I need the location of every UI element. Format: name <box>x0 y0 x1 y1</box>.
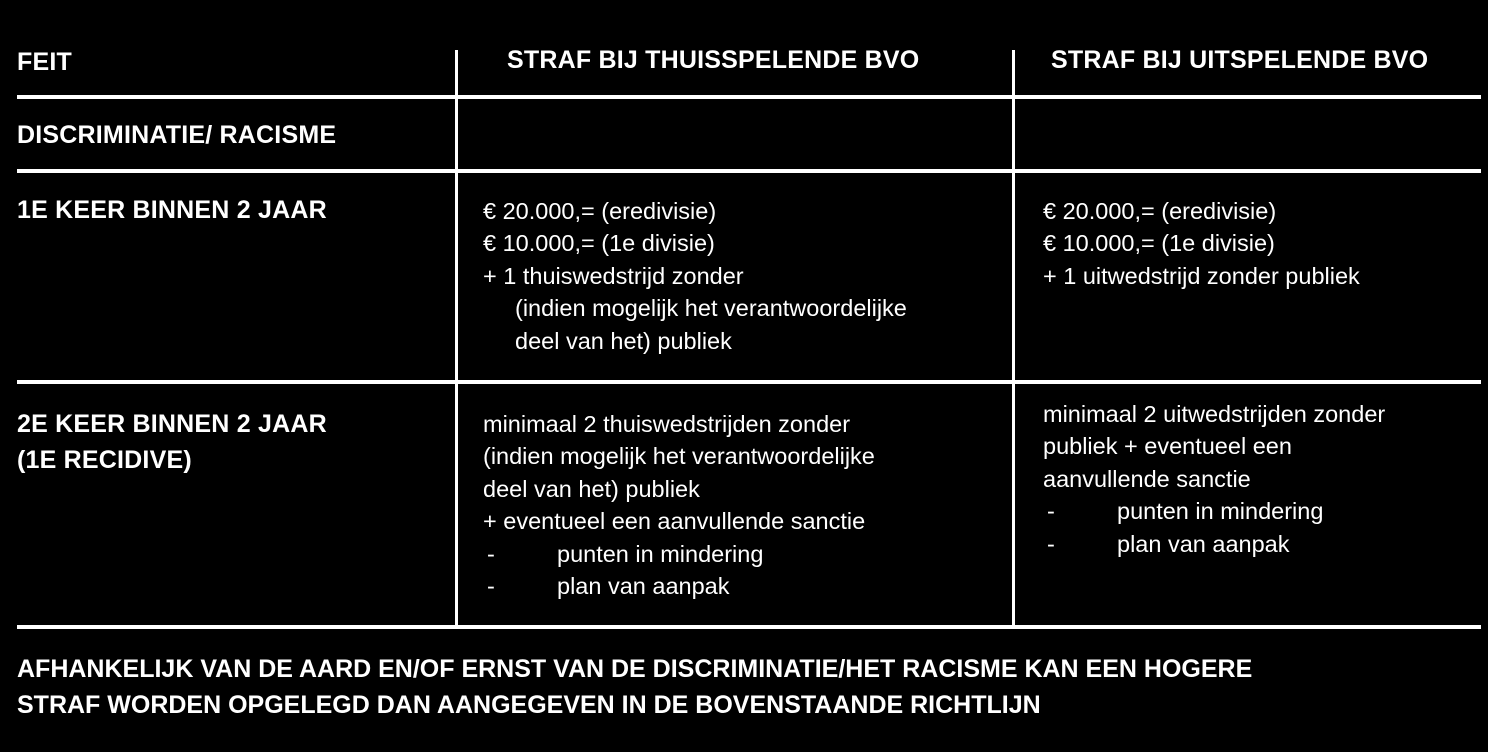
text-line: (indien mogelijk het verantwoordelijke <box>515 295 907 322</box>
bullet-item <box>483 538 875 570</box>
bullet-item <box>1043 528 1385 560</box>
header-uit: STRAF BIJ UITSPELENDE BVO <box>1051 46 1429 74</box>
bullet-text: punten in mindering <box>557 540 764 567</box>
text-line: AFHANKELIJK VAN DE AARD EN/OF ERNST VAN DE DISCRIMINATIE/HET RACISME KAN EEN HOGERE <box>17 655 1253 683</box>
bullet-dash: - <box>487 540 495 567</box>
text-line: € 10.000,= (1e divisie) <box>483 230 715 257</box>
section-title: DISCRIMINATIE/ RACISME <box>17 121 337 149</box>
bullet-text: punten in mindering <box>1117 498 1324 525</box>
row1-feit: 1E KEER BINNEN 2 JAAR <box>17 196 327 224</box>
text-line: € 20.000,= (eredivisie) <box>1043 198 1277 224</box>
text-line: € 20.000,= (eredivisie) <box>483 198 717 224</box>
text-line: + 1 uitwedstrijd zonder publiek <box>1043 262 1360 289</box>
text-line: STRAF WORDEN OPGELEGD DAN AANGEGEVEN IN DE BOVENSTAANDE RICHTLIJN <box>17 691 1041 719</box>
row2-feit <box>17 406 327 478</box>
row2-uit <box>1043 398 1385 560</box>
text-line: deel van het) publiek <box>515 327 732 354</box>
bullet-item <box>483 570 875 602</box>
text-line: minimaal 2 uitwedstrijden zonder <box>1043 401 1386 427</box>
bullet-item <box>1043 495 1385 527</box>
bullet-dash: - <box>1047 530 1055 557</box>
text-line: (indien mogelijk het verantwoordelijke <box>483 443 875 470</box>
text-line: (1E RECIDIVE) <box>17 446 192 474</box>
text-line: + 1 thuiswedstrijd zonder <box>483 262 744 289</box>
footer-note <box>17 651 1252 723</box>
text-line: publiek + eventueel een <box>1043 433 1292 460</box>
bullet-dash: - <box>487 572 495 599</box>
header-feit: FEIT <box>17 48 72 76</box>
text-line: + eventueel een aanvullende sanctie <box>483 508 866 535</box>
bullet-dash: - <box>1047 498 1055 525</box>
row1-uit <box>1043 195 1360 292</box>
row-divider <box>17 95 1481 99</box>
row-divider <box>17 169 1481 173</box>
row1-thuis <box>483 195 907 357</box>
row-divider <box>17 625 1481 629</box>
bullet-text: plan van aanpak <box>557 572 730 599</box>
column-divider <box>455 50 458 628</box>
text-line: aanvullende sanctie <box>1043 465 1251 492</box>
row-divider <box>17 380 1481 384</box>
text-line: deel van het) publiek <box>483 475 700 502</box>
text-line: 2E KEER BINNEN 2 JAAR <box>17 410 327 438</box>
row2-thuis <box>483 408 875 602</box>
bullet-text: plan van aanpak <box>1117 530 1290 557</box>
text-line: € 10.000,= (1e divisie) <box>1043 230 1275 257</box>
header-thuis: STRAF BIJ THUISSPELENDE BVO <box>507 46 920 74</box>
text-line: minimaal 2 thuiswedstrijden zonder <box>483 411 851 437</box>
column-divider <box>1012 50 1015 628</box>
